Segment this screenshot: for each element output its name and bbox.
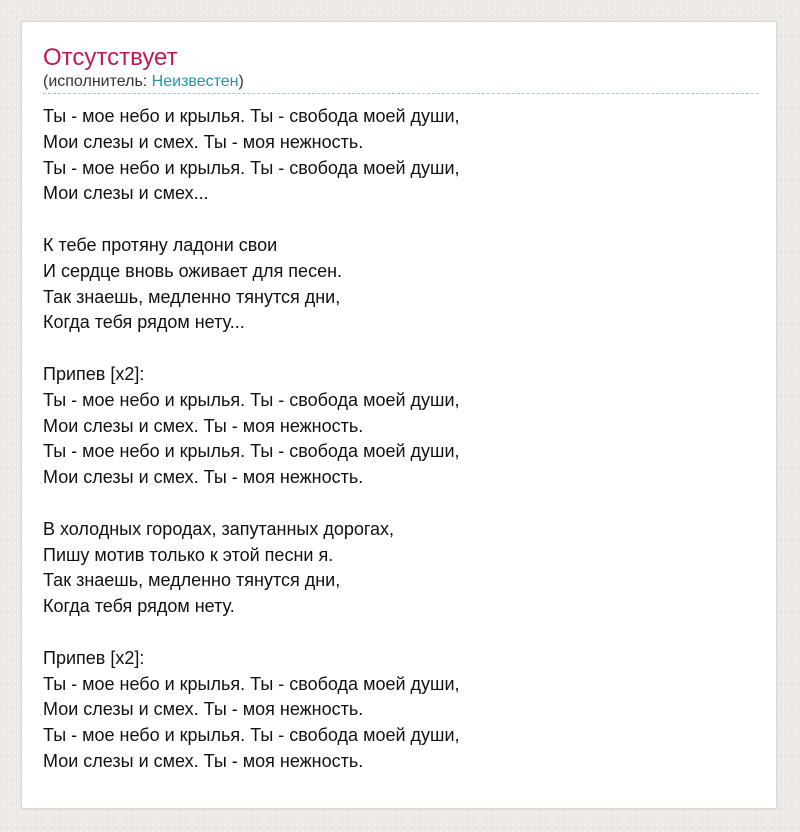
artist-suffix: ): [238, 73, 244, 90]
stanza-break: [43, 207, 759, 233]
artist-line: [43, 72, 759, 92]
lyric-line: Мои слезы и смех. Ты - моя нежность.: [43, 467, 364, 488]
header-divider: [43, 93, 759, 94]
lyric-line: Ты - мое небо и крылья. Ты - свобода моей души,: [43, 389, 460, 410]
lyric-line: Мои слезы и смех. Ты - моя нежность.: [43, 699, 364, 720]
lyric-line: К тебе протяну ладони свои: [43, 234, 278, 255]
lyric-line: Мои слезы и смех. Ты - моя нежность.: [43, 750, 364, 771]
lyric-line: В холодных городах, запутанных дорогах,: [43, 518, 395, 539]
lyric-line: Мои слезы и смех. Ты - моя нежность.: [43, 415, 364, 436]
lyric-line: Мои слезы и смех. Ты - моя нежность.: [43, 131, 364, 152]
stanza-break: [43, 620, 759, 646]
lyric-line: Ты - мое небо и крылья. Ты - свобода моей души,: [43, 673, 460, 694]
stanza-break: [43, 491, 759, 517]
lyric-line: Когда тебя рядом нету...: [43, 312, 245, 333]
song-title: Отсутствует: [43, 44, 178, 71]
artist-prefix: (исполнитель:: [43, 73, 152, 90]
song-header: [43, 44, 759, 92]
lyric-line: И сердце вновь оживает для песен.: [43, 260, 343, 281]
lyric-line: Мои слезы и смех...: [43, 183, 209, 204]
lyric-line: Так знаешь, медленно тянутся дни,: [43, 286, 341, 307]
lyrics-card: [21, 21, 777, 809]
lyric-line: Пишу мотив только к этой песни я.: [43, 544, 334, 565]
lyric-line: Ты - мое небо и крылья. Ты - свобода моей души,: [43, 441, 460, 462]
lyric-line: Припев [x2]:: [43, 647, 145, 668]
lyric-line: Ты - мое небо и крылья. Ты - свобода моей души,: [43, 725, 460, 746]
lyrics-body: [43, 104, 759, 775]
lyric-line: Ты - мое небо и крылья. Ты - свобода моей души,: [43, 157, 460, 178]
lyric-line: Так знаешь, медленно тянутся дни,: [43, 570, 341, 591]
lyric-line: Припев [x2]:: [43, 363, 145, 384]
artist-link[interactable]: Неизвестен: [151, 73, 239, 90]
stanza-break: [43, 336, 759, 362]
lyric-line: Когда тебя рядом нету.: [43, 596, 235, 617]
lyric-line: Ты - мое небо и крылья. Ты - свобода моей души,: [43, 106, 460, 126]
